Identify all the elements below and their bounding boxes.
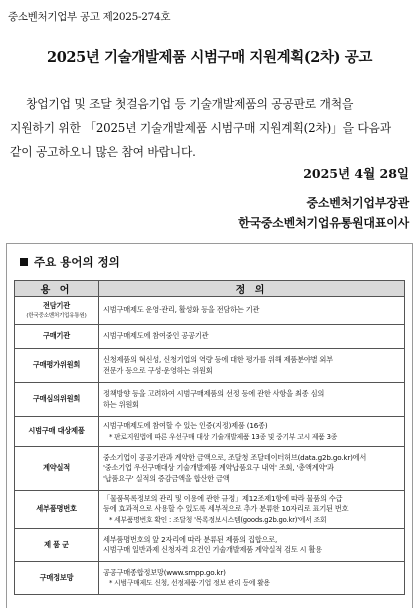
definition-line: 시범구매제도에 참여중인 공공기관 [103, 331, 209, 341]
black-square-icon [20, 258, 28, 266]
terms-section-heading [20, 254, 120, 270]
term-label: 전담기관 [43, 301, 70, 311]
term-label: 구매기관 [43, 331, 70, 341]
definition-line: 전문가 등으로 구성·운영하는 위원회 [103, 365, 213, 375]
column-header-definition: 정 의 [99, 281, 405, 297]
table-row [15, 447, 405, 491]
term-cell [15, 297, 99, 325]
definition-line: 「물품목록정보의 관리 및 이용에 관한 규정」제12조제1항에 따라 물품의 수급 [103, 493, 343, 503]
table-row [15, 417, 405, 447]
definition-cell [99, 325, 405, 349]
definition-cell [99, 349, 405, 383]
definition-line: 하는 위원회 [103, 399, 139, 409]
terms-section-title: 주요 용어의 정의 [34, 255, 120, 269]
definition-line: 시범구매제도에 참여할 수 있는 인증(지정)제품 (16종) [103, 421, 268, 430]
term-label: 세부품명번호 [36, 504, 77, 514]
term-label: 구매심의위원회 [32, 394, 81, 404]
intro-paragraph [10, 92, 410, 164]
term-label: 제 품 군 [44, 539, 69, 549]
table-row [15, 349, 405, 383]
term-label: 계약실적 [43, 463, 70, 473]
definition-note: * 판로지원법에 따른 우선구매 대상 기술개발제품 13종 및 중기부 고시 제품 3종 [109, 432, 338, 441]
definition-cell [99, 562, 405, 595]
intro-line-2: 지원하기 위한 「2025년 기술개발제품 시범구매 지원계획(2차)」을 다음과 [10, 121, 391, 135]
definition-cell [99, 383, 405, 417]
definition-cell [99, 529, 405, 562]
notice-date: 2025년 4월 28일 [303, 166, 409, 181]
definition-line: 시범구매 일반과제 신청자격 요건인 기술개발제품 계약실적 검토 시 활용 [103, 545, 322, 554]
term-cell [15, 349, 99, 383]
issuer-agency-ceo: 한국중소벤처기업유통원대표이사 [238, 216, 409, 230]
term-cell [15, 491, 99, 529]
definition-cell [99, 447, 405, 491]
definition-cell [99, 297, 405, 325]
table-row [15, 562, 405, 595]
definition-line: 등에 효과적으로 사용할 수 있도록 세부적으로 추가 분류한 10자리로 표기된 번호 [103, 504, 349, 514]
definition-line: '중소기업 우선구매대상 기술개발제품 계약납품요구 내역' 조회, '총액계약'과 [103, 463, 334, 473]
term-cell [15, 417, 99, 447]
term-cell [15, 383, 99, 417]
term-cell [15, 562, 99, 595]
definition-note: * 시범구매제도 신청, 선정제품·기업 정보 관리 등에 활용 [109, 579, 270, 587]
definition-line: '납품요구' 실적의 증감금액을 합산한 금액 [103, 473, 230, 483]
term-label: 구매평가위원회 [32, 360, 81, 370]
term-label: 시범구매 대상제품 [28, 426, 85, 436]
definition-line: 공공구매종합정보망(www.smpp.go.kr) [103, 567, 226, 577]
definition-cell [99, 491, 405, 529]
terms-table [14, 280, 405, 595]
definition-line: 신청제품의 혁신성, 신청기업의 역량 등에 대한 평가를 위해 제품분야별 외부 [103, 355, 333, 364]
term-sublabel: (한국중소벤처기업유통원) [26, 312, 87, 319]
term-cell [15, 447, 99, 491]
intro-line-1: 창업기업 및 조달 첫걸음기업 등 기술개발제품의 공공판로 개척을 [26, 97, 354, 111]
column-header-term: 용 어 [15, 281, 99, 297]
definition-line: 정책방향 등을 고려하여 시범구매제품의 선정 등에 관한 사항을 최종 심의 [103, 389, 325, 398]
table-row [15, 529, 405, 562]
definition-note: * 세부품명번호 확인 : 조달청 '목록정보시스템(goods.g2b.go.kr)'에서 조회 [109, 515, 327, 524]
intro-line-3: 같이 공고하오니 많은 참여 바랍니다. [10, 145, 196, 159]
terms-definition-box [6, 243, 413, 608]
term-label: 구매정보망 [39, 572, 74, 582]
definition-line: 시범구매제도 운영·관리, 활성화 등을 전담하는 기관 [103, 305, 260, 315]
table-row [15, 325, 405, 349]
table-row [15, 491, 405, 529]
definition-cell [99, 417, 405, 447]
issuer-minister: 중소벤처기업부장관 [306, 196, 409, 210]
table-row [15, 383, 405, 417]
term-cell [15, 529, 99, 562]
page-title: 2025년 기술개발제품 시범구매 지원계획(2차) 공고 [47, 49, 372, 66]
table-row [15, 297, 405, 325]
definition-line: 중소기업이 공공기관과 계약한 금액으로, 조달청 조달데이터허브(data.g2b.go.kr)에서 [103, 452, 367, 462]
notice-number: 중소벤처기업부 공고 제2025-274호 [8, 11, 171, 23]
term-cell [15, 325, 99, 349]
terms-table-header [15, 281, 405, 297]
definition-line: 세부품명번호의 앞 2자리에 따라 분류된 제품의 집합으로, [103, 534, 278, 544]
